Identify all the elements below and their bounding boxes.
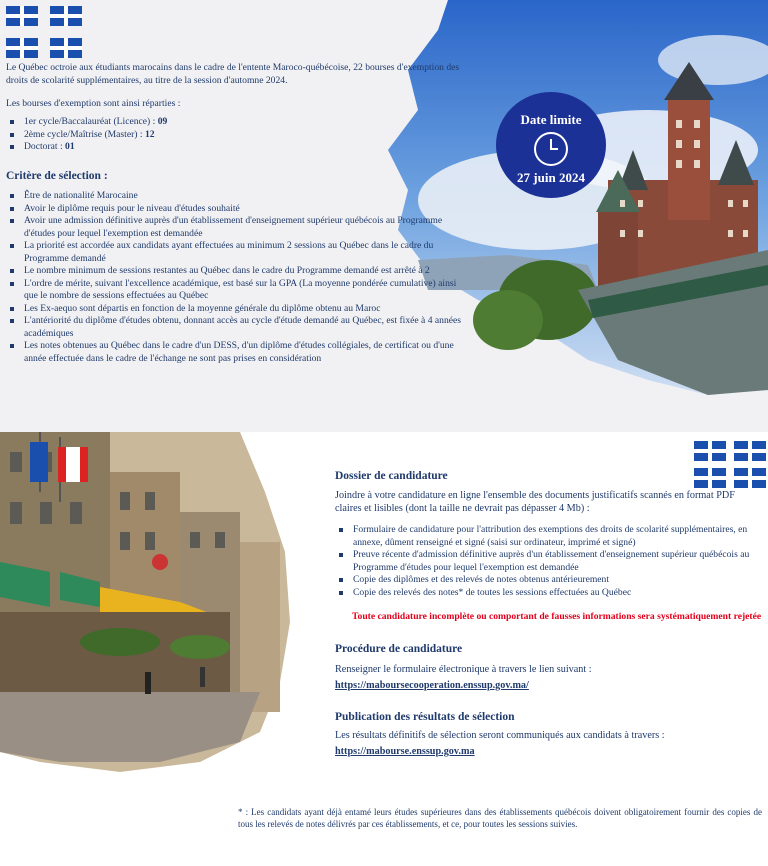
deadline-title: Date limite (520, 112, 582, 127)
bottom-section (0, 432, 768, 866)
publication-text: Les résultats définitifs de sélection seront communiqués aux candidats à travers : (335, 730, 665, 741)
list-item: L'antériorité du diplôme d'études obtenu, donnant accès au cycle d'étude demandé au Québec, est fixée à 4 années académiques (6, 315, 462, 340)
dossier-title: Dossier de candidature (335, 470, 448, 482)
list-item: Le nombre minimum de sessions restantes au Québec dans le cadre du Programme demandé est arrêté à 2 (6, 265, 462, 278)
list-item: Doctorat : 01 (6, 141, 306, 154)
quebec-flag-icon (6, 6, 38, 26)
procedure-title: Procédure de candidature (335, 643, 463, 655)
list-item: Preuve récente d'admission définitive auprès d'un établissement d'enseignement supérieur québécois au Programme d'études pour lequel l'exemption est demandée (335, 549, 763, 574)
quebec-flag-icon (694, 441, 726, 461)
footnote: * : Les candidats ayant déjà entamé leurs études supérieures dans des établissements québécois doivent obligatoirement fournir des copies de tous les relevés de notes délivrés par ces établissements, et ce, pour toutes les sessions suivies. (238, 807, 762, 829)
deadline-badge (496, 92, 606, 198)
quebec-street-image (0, 432, 300, 777)
intro-text: Le Québec octroie aux étudiants marocains dans le cadre de l'entente Maroco-québécoise, 22 bourses d'exemption des droits de scolarité supplémentaires, au titre de la session d'automne 2024. (6, 62, 460, 86)
publication-link[interactable]: https://mabourse.enssup.gov.ma (335, 746, 475, 757)
repartition-list (6, 116, 306, 154)
dossier-intro: Joindre à votre candidature en ligne l'ensemble des documents justificatifs scannés en format PDF claires et lisibles (dont la taille ne devrait pas dépasser 4 Mb) : (335, 490, 735, 514)
quebec-flag-icon (6, 38, 38, 58)
warning-text: Toute candidature incomplète ou comportant de fausses informations sera systématiquement rejetée (352, 611, 762, 622)
repartition-title: Les bourses d'exemption sont ainsi réparties : (6, 98, 181, 109)
list-item: Être de nationalité Marocaine (6, 190, 462, 203)
criteria-list (6, 190, 462, 365)
list-item: Formulaire de candidature pour l'attribution des exemptions des droits de scolarité supplémentaires, en annexe, dûment renseigné et signé (saisi sur ordinateur, imprimé et signé) (335, 524, 763, 549)
top-section (0, 0, 768, 432)
clock-icon (534, 132, 568, 166)
list-item: Avoir le diplôme requis pour le niveau d'études souhaité (6, 203, 462, 216)
criteria-title: Critère de sélection : (6, 170, 108, 182)
quebec-flag-icon (734, 468, 766, 488)
quebec-flag-icon (50, 38, 82, 58)
list-item: L'ordre de mérite, suivant l'excellence académique, est basé sur la GPA (La moyenne pondérée cumulative) ainsi que le nombre de sessions effectuées au Québec (6, 278, 462, 303)
list-item: 2ème cycle/Maîtrise (Master) : 12 (6, 129, 306, 142)
list-item: Copie des diplômes et des relevés de notes obtenus antérieurement (335, 574, 763, 587)
list-item: La priorité est accordée aux candidats ayant effectuées au minimum 2 sessions au Québec dans le cadre du Programme demandé (6, 240, 462, 265)
deadline-date: 27 juin 2024 (517, 170, 585, 185)
list-item: Les notes obtenues au Québec dans le cadre d'un DESS, d'un diplôme d'études collégiales, de certificat ou d'une année effectuée dans le cadre de l'échange ne sont pas prises en considération (6, 340, 462, 365)
procedure-text: Renseigner le formulaire électronique à travers le lien suivant : (335, 664, 592, 675)
publication-title: Publication des résultats de sélection (335, 711, 515, 723)
list-item: 1er cycle/Baccalauréat (Licence) : 09 (6, 116, 306, 129)
list-item: Les Ex-aequo sont départis en fonction de la moyenne générale du diplôme obtenu au Maroc (6, 303, 462, 316)
dossier-list (335, 524, 763, 599)
list-item: Copie des relevés des notes* de toutes les sessions effectuées au Québec (335, 587, 763, 600)
quebec-flag-icon (50, 6, 82, 26)
list-item: Avoir une admission définitive auprès d'un établissement d'enseignement supérieur québécois au Programme d'études pour lequel l'exemption est demandée (6, 215, 462, 240)
quebec-flag-icon (734, 441, 766, 461)
procedure-link[interactable]: https://mabourse​cooperation.enssup.gov.ma/ (335, 680, 529, 691)
quebec-flag-icon (694, 468, 726, 488)
